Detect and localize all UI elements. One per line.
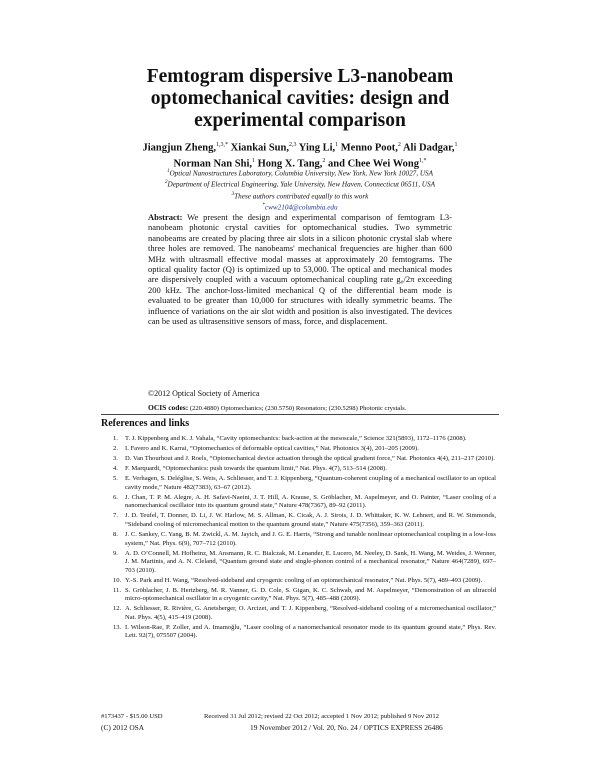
- footer-copyright: (C) 2012 OSA: [101, 723, 145, 732]
- corresponding-email: *cww2104@columbia.edu: [262, 203, 338, 212]
- reference-number: 12.: [113, 605, 122, 613]
- author-name: Norman Nan Shi,: [173, 158, 252, 170]
- reference-text: S. Gröblacher, J. B. Hertzberg, M. R. Vanner, G. D. Cole, S. Gigan, K. C. Schwab, and M. Aspelmeyer, “Demonstration of an ultracold micro-optomechanical oscillator in a cryogenic cavity,” Nat. Phys. 5(7), 485–488 (2009).: [125, 586, 496, 603]
- ocis-text: (220.4880) Optomechanics; (230.5750) Resonators; (230.5298) Photonic crystals.: [188, 405, 407, 412]
- reference-item: [101, 494, 496, 511]
- title-line: Femtogram dispersive L3-nanobeam: [146, 66, 454, 87]
- author-affil-mark: 1: [454, 142, 458, 148]
- received-dates: Received 31 Jul 2012; revised 22 Oct 2012; accepted 1 Nov 2012; published 9 Nov 2012: [204, 713, 439, 720]
- paper-title: [100, 66, 500, 132]
- author-affil-mark: 1,3,*: [216, 142, 228, 148]
- reference-text: J. C. Sankey, C. Yang, B. M. Zwickl, A. M. Jayich, and J. G. E. Harris, “Strong and tunable nonlinear optomechanical coupling in a low-loss system,” Nat. Phys. 6(9), 707–712 (2010).: [125, 530, 496, 547]
- reference-item: [101, 577, 496, 586]
- reference-number: 7.: [113, 512, 118, 520]
- reference-text: I. Favero and K. Karrai, “Optomechanics of deformable optical cavities,” Nat. Photonics 3(4), 201–205 (2009).: [125, 445, 419, 453]
- reference-number: 10.: [113, 576, 122, 584]
- affiliation: $^1$Optical Nanostructures Laboratory, Columbia University, New York, New York 10027, USA: [166, 169, 434, 178]
- abstract-label: Abstract:: [148, 212, 183, 222]
- affiliation: $^2$Department of Electrical Engineering, Yale University, New Haven, Connecticut 06511, USA: [165, 180, 435, 189]
- reference-item: [101, 475, 496, 492]
- author-name: Ali Dadgar,: [402, 142, 455, 154]
- reference-text: J. D. Teufel, T. Donner, D. Li, J. W. Harlow, M. S. Allman, K. Cicak, A. J. Sirois, J. D. Whittaker, K. W. Lehnert, and R. W. Simmonds, “Sideband cooling of micromechanical motion to the quantum ground state,” Nature 475(7356), 359–363 (2011).: [125, 512, 496, 528]
- reference-text: J. Chan, T. P. M. Alegre, A. H. Safavi-Naeini, J. T. Hill, A. Krause, S. Gröblacher, M. Aspelmeyer, and O. Painter, “Laser cooling of a nanomechanical oscillator into its quantum ground state,” Nature 478(7367), 89–92 (2011).: [125, 493, 496, 510]
- reference-text: A. D. O’Connell, M. Hofheinz, M. Ansmann, R. C. Bialczak, M. Lenander, E. Lucero, M. Neeley, D. Sank, H. Wang, M. Weides, J. Wenner, J. M. Martinis, and A. N. Cleland, “Quantum ground state and single-phonon control of a mechanical resonator,” Nature 464(7289), 697–703 (2010).: [125, 549, 496, 574]
- reference-number: 8.: [113, 530, 118, 538]
- reference-item: [101, 445, 496, 454]
- reference-item: [101, 550, 496, 576]
- author-affil-mark: 1: [252, 158, 255, 164]
- author-affil-mark: 2: [322, 158, 326, 164]
- reference-text: E. Verhagen, S. Deléglise, S. Weis, A. Schliesser, and T. J. Kippenberg, “Quantum-coherent coupling of a mechanical oscillator to an optical cavity mode,” Nature 482(7383), 63–67 (2012).: [125, 475, 496, 491]
- reference-number: 13.: [113, 623, 122, 631]
- reference-text: T. J. Kippenberg and K. J. Vahala, “Cavity optomechanics: back-action at the mesoscale,” Science 321(5893), 1172–1176 (2008).: [125, 435, 467, 442]
- reference-text: A. Schliesser, R. Rivière, G. Anetsberger, O. Arcizet, and T. J. Kippenberg, “Resolved-sideband cooling of a micromechanical oscillator,” Nat. Phys. 4(5), 415–419 (2008).: [125, 605, 496, 621]
- reference-number: 5.: [113, 475, 118, 483]
- reference-item: [101, 624, 496, 641]
- document-id: #173437 - $15.00 USD: [101, 713, 163, 720]
- title-line: experimental comparison: [194, 110, 406, 131]
- author-name: Menno Poot,: [340, 142, 398, 154]
- reference-item: [101, 455, 496, 464]
- reference-text: Y.-S. Park and H. Wang, “Resolved-sideband and cryogenic cooling of an optomechanical resonator,” Nat. Phys. 5(7), 489–493 (2009).: [125, 576, 483, 584]
- author-name: Jiangjun Zheng,: [142, 142, 216, 154]
- reference-item: [101, 587, 496, 604]
- author-line: [90, 139, 510, 155]
- reference-text: F. Marquardt, “Optomechanics: push towards the quantum limit,” Nat. Phys. 4(7), 513–514 (2008).: [125, 465, 387, 473]
- reference-item: [101, 531, 496, 548]
- author-affil-mark: 1: [335, 142, 339, 148]
- reference-text: I. Wilson-Rae, P. Zoller, and A. Imamoğlu, “Laser cooling of a nanomechanical resonator mode to its quantum ground state,” Phys. Rev. Lett. 92(7), 075507 (2004).: [125, 623, 496, 640]
- references-heading: References and links: [101, 418, 190, 429]
- author-affil-mark: 2: [397, 142, 401, 148]
- abstract: [148, 212, 452, 326]
- reference-list: [101, 435, 496, 643]
- email-link[interactable]: cww2104@columbia.edu: [264, 203, 338, 212]
- reference-item: [101, 512, 496, 529]
- section-divider: [101, 414, 499, 415]
- reference-number: 11.: [113, 586, 121, 594]
- journal-citation: 19 November 2012 / Vol. 20, No. 24 / OPTICS EXPRESS 26486: [250, 723, 443, 732]
- copyright-notice: ©2012 Optical Society of America: [148, 389, 260, 398]
- reference-item: [101, 605, 496, 622]
- reference-number: 6.: [113, 493, 118, 501]
- reference-number: 4.: [113, 465, 118, 473]
- author-affil-mark: 2,3: [289, 142, 297, 148]
- reference-item: [101, 465, 496, 474]
- author-name: Ying Li,: [298, 142, 336, 154]
- affiliations: [110, 167, 490, 213]
- reference-text: D. Van Thourhout and J. Roels, “Optomechanical device actuation through the optical gradient force,” Nat. Photonics 4(4), 211–217 (2010).: [125, 455, 495, 463]
- reference-item: [101, 435, 496, 444]
- author-name: and Chee Wei Wong: [328, 158, 419, 170]
- author-name: Hong X. Tang,: [257, 158, 323, 170]
- author-affil-mark: 1,*: [418, 158, 427, 164]
- title-line: optomechanical cavities: design and: [150, 88, 450, 109]
- affiliation: $^3$These authors contributed equally to this work: [231, 191, 369, 201]
- author-name: Xiankai Sun,: [230, 142, 289, 154]
- abstract-text: We present the design and experimental comparison of femtogram L3-nanobeam photonic crystal cavities for optomechanical studies. Two symmetric nanobeams are created by placing three air slots in a silicon photonic crystal slab where three holes are removed. The nanobeams' mechanical frequencies are higher than 600 MHz with ultrasmall effective modal masses at approximately 20 femtograms. The optical quality factor (Q) is optimized up to 53,000. The optical and mechanical modes are dispersively coupled with a vacuum optomechanical coupling rate g₀/2π exceeding 200 kHz. The anchor-loss-limited mechanical Q of the differential beam mode is evaluated to be greater than 10,000 for structures with ideally symmetric beams. The influence of variations on the air slot width and position is also investigated. The devices can be used as ultrasensitive sensors of mass, force, and displacement.: [148, 212, 452, 327]
- ocis-label: OCIS codes:: [148, 403, 189, 412]
- reference-number: 9.: [113, 549, 118, 557]
- reference-number: 1.: [113, 435, 118, 442]
- ocis-codes: [148, 403, 468, 413]
- reference-number: 3.: [113, 455, 118, 463]
- reference-number: 2.: [113, 445, 118, 453]
